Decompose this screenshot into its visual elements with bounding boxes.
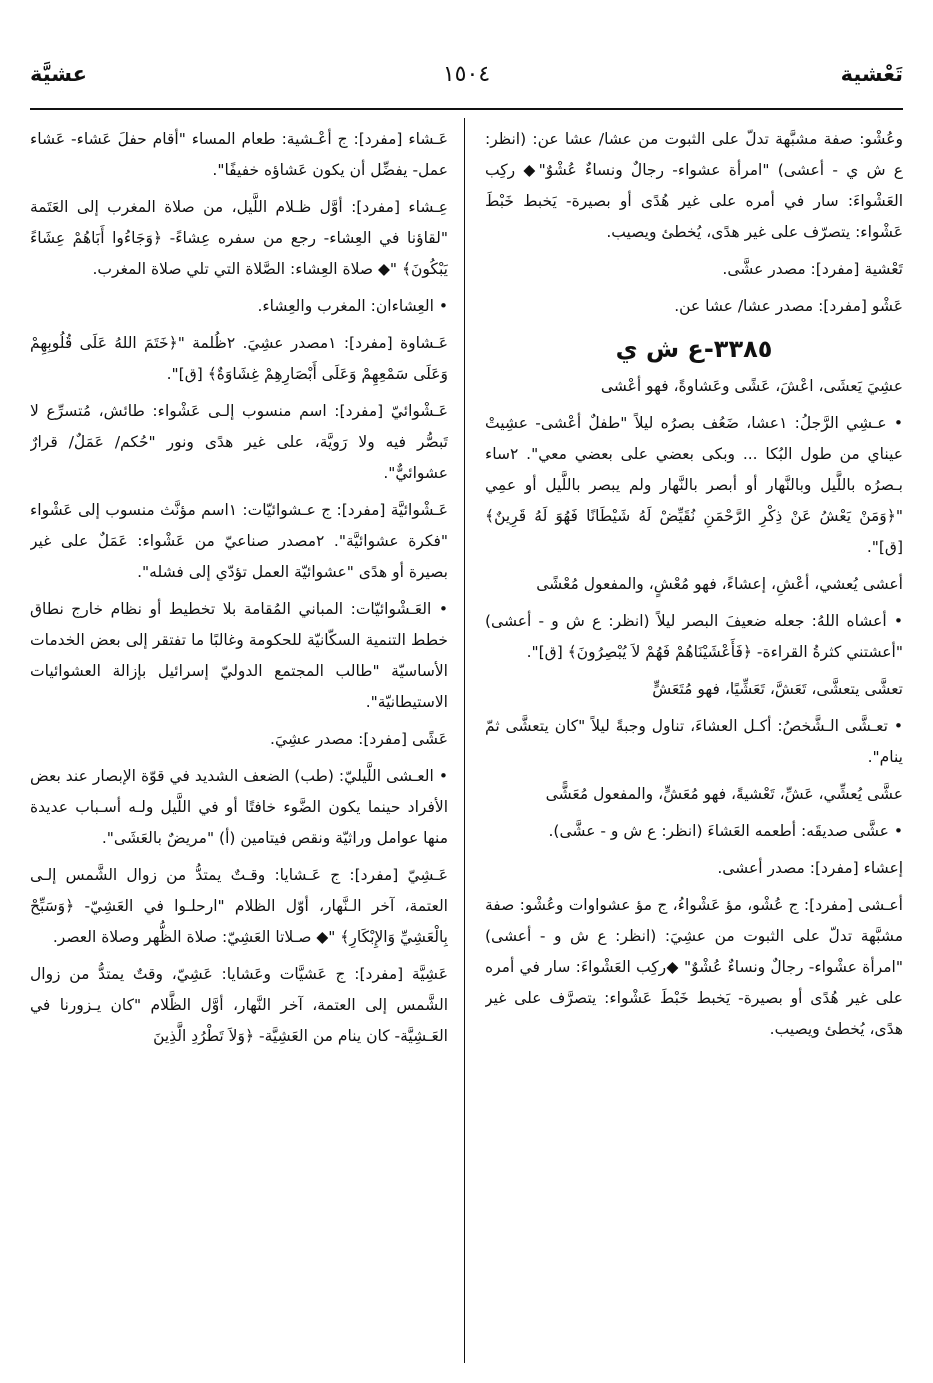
entry: • العـشى اللَّيليّ: (طب) الضعف الشديد في قوّة الإبصار عند بعض الأفراد حينما يكون الضَّوء خافتًا أو في اللَّيل ولـه أسـباب عديدة منها عوامل وراثيّة ونقص فيتامين (أ) "مريضٌ بالعَشَى". [30,767,448,847]
entry: • عـشِي الرَّجلُ: ١عشا، ضَعُف بصرُه ليلاً "طفلٌ أعْشى- عشِيتْ عيناي من طول البُكا ... وبكى بعضي على بعضي معي". ٢ساء بـصرُه باللَّيل وبالنَّهار أو أبصر بالنَّهار ولم يبصر باللَّيل أو عمِي "﴿وَمَنْ يَعْشُ عَنْ ذِكْرِ الرَّحْمَنِ نُقَيِّضْ لَهُ شَيْطَانًا فَهُوَ لَهُ قَرِينٌ﴾ [ق]". [485,414,903,556]
entry: عِـشاء [مفرد]: أوَّل ظـلام اللَّيل، من صلاة المغرب إلى العَتَمة "لقاؤنا في العِشاء- رجع من سفره عِشاءً- ﴿وَجَاءُوا أَبَاهُمْ عِشَاءً يَبْكُونَ﴾ "◆ صلاة العِشاء: الصَّلاة التي تلي صلاة المغرب. [30,198,448,278]
entry: عَـشْوائيّ [مفرد]: اسم منسوب إلـى عَشْواء: طائش، مُتسرِّع لا تَبصُّر فيه ولا رَويَّة، على غير هدًى ونور "حُكم/ عَمَلٌ/ قرارٌ عشوائيٌّ". [30,402,448,482]
header-right-word: تَعْشية [840,62,903,86]
entry: أعـشى [مفرد]: ج عُشْو، مؤ عَشْواءُ، ج مؤ عشواوات وعُشْو: صفة مشبَّهة تدلّ على الثبوت من عشِيَ: (انظر: ع ش و - أعشى) "امرأة عشْواء- رجالٌ ونساءٌ عُشْوٌ" ◆ركِب العَشْواءَ: سار في أمره على غير هُدًى أو بصيرة- يَخبط خَبْطَ عَشْواء: يتصرَّف على غير هدًى، يُخطئ ويصيب. [485,896,903,1038]
right-column [485,124,903,1359]
page-number: ١٥٠٤ [442,62,491,87]
entry: إعشاء [مفرد]: مصدر أعشى. [717,859,903,877]
entry: • أعشاه اللهُ: جعله ضعيفَ البصر ليلاً (انظر: ع ش و - أعشى) "أعشتني كثرةُ القراءة- ﴿فَأَعْشَيْنَاهُمْ فَهُمْ لاَ يُبْصِرُونَ﴾ [ق]". [485,612,903,661]
root-heading: ٣٣٨٥-ع ش ي [615,335,773,363]
entry: أعشى يُعشي، أعْشِ، إعشاءً، فهو مُعْشٍ، والمفعول مُعْشًى [536,575,903,593]
entry: • عشَّى صديقَه: أطعمه العَشاءَ (انظر: ع ش و - عشَّى). [548,822,903,840]
entry: عشَّى يُعشِّي، عَشِّ، تَعْشيةً، فهو مُعَشٍّ، والمفعول مُعَشًّى [545,785,903,803]
entry: • العَـشْوائيّات: المباني المُقامة بلا تخطيط أو نظام خارج نطاق خطط التنمية السكّانيّة للحكومة وغالبًا ما تفتقر إلى بعض الخدمات الأساسيّة "طالب المجتمع الدوليّ إسرائيل بإزالة العشوائيات الاستيطانيّة". [30,600,448,711]
entry: تَعْشية [مفرد]: مصدر عشَّى. [722,260,903,278]
entry: عَـشاوة [مفرد]: ١مصدر عشِيَ. ٢ظُلمة "﴿خَتَمَ اللهُ عَلَى قُلُوبِهِمْ وَعَلَى سَمْعِهِمْ وَعَلَى أَبْصَارِهِمْ غِشَاوَةٌ﴾ [ق]". [30,334,448,383]
entry: عَـشِيّ [مفرد]: ج عَـشايا: وقـتٌ يمتدُّ من زوال الشَّمس إلـى العتمة، آخر الـنَّهار، أوّل الظلام "ارحلـوا في العَشِيّ- ﴿وَسَبِّحْ بِالْعَشِيِّ وَالإِبْكَارِ﴾ "◆ صـلاتا العَشِيّ: صلاة الظُّهر وصلاة العصر. [30,866,448,946]
entry: • تعـشَّى الـشَّخصُ: أكـل العشاءَ، تناول وجبةً ليلاً "كان يتعشَّى ثمّ ينام". [485,717,903,766]
header-left-word: عشيَّة [30,62,88,86]
left-column [30,124,448,1359]
entry: عشِيَ يَعشَى، اعْشَ، عَشًى وعَشاوةً، فهو أعْشى [600,377,903,395]
entry: عَشِيَّة [مفرد]: ج عَشيَّات وعَشايا: عَشِيّ، وقتٌ يمتدُّ من زوال الشَّمس إلى العتمة، آخر النَّهار، أوَّل الظَّلام "كان يـزورنا في العَـشِيَّة- كان ينام من العَشِيَّة- ﴿وَلاَ تَطْرُدِ الَّذِينَ [30,965,448,1045]
entry: وعُشْو: صفة مشبَّهة تدلّ على الثبوت من عشا/ عشا عن: (انظر: ع ش ي - أعشى) "امرأة عشواء- رجالٌ ونساءٌ عُشْوٌ"◆ ركِب العَشْواءَ: سار في أمره على غير هُدًى أو بصيرة- يَخبط خَبْطَ عَشْواء: يتصرّف على غير هدًى، يُخطئ ويصيب. [485,130,903,241]
header-rule [30,108,903,110]
entry: عَشًى [مفرد]: مصدر عشِيَ. [270,730,448,748]
entry: عَـشْوائيَّة [مفرد]: ج عـشوائيّات: ١اسم مؤنَّث منسوب إلى عَشْواء "فكرة عشوائيَّة". ٢مصدر صناعيّ من عَشْواء: عَمَلٌ على غير بصيرة أو هدًى "عشوائيّة العمل تؤدّي إلى فشله". [30,501,448,581]
entry: تعشَّى يتعشَّى، تَعَشَّ، تَعَشِّيًا، فهو مُتَعَشٍّ [652,680,903,698]
entry: عَـشاء [مفرد]: ج أعْـشية: طعام المساء "أقام حفلَ عَشاء- عَشاء عمل- يفضِّل أن يكون عَشاؤه خفيفًا". [30,130,448,179]
column-divider [464,118,465,1363]
entry: • العِشاءان: المغرب والعِشاء. [257,297,448,315]
entry: عَشْو [مفرد]: مصدر عشا/ عشا عن. [674,297,903,315]
page-header [30,52,903,96]
